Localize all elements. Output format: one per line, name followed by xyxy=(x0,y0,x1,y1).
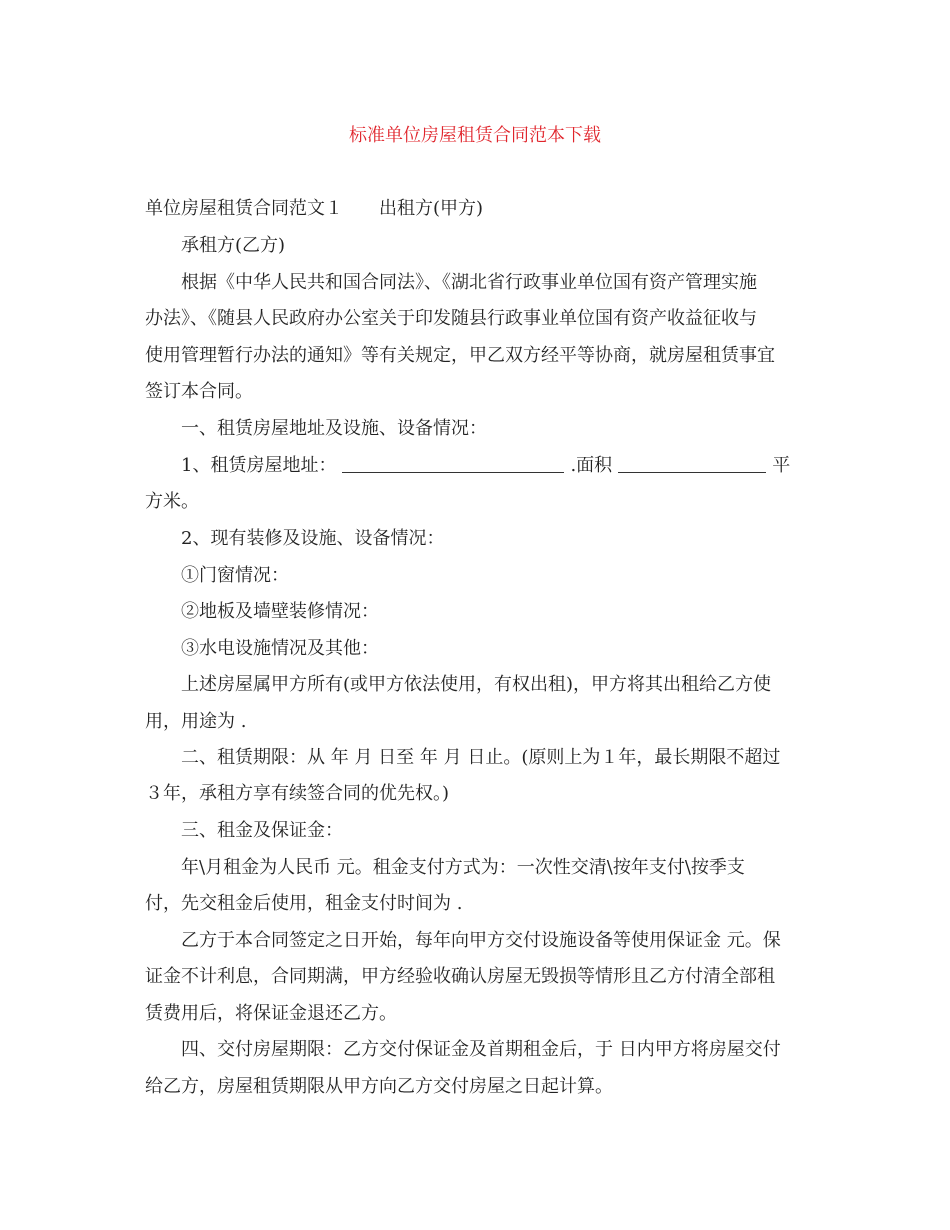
paragraph-line: ３年，承租方享有续签合同的优先权。) xyxy=(145,783,450,804)
address-blank xyxy=(342,454,564,473)
section-heading: 二、租赁期限：从 年 月 日至 年 月 日止。(原则上为１年，最长期限不超过 xyxy=(181,747,781,768)
section-heading: 一、租赁房屋地址及设施、设备情况： xyxy=(181,418,487,439)
area-label: .面积 xyxy=(570,455,613,476)
area-blank xyxy=(618,454,766,473)
paragraph-line: 办法》、《随县人民政府办公室关于印发随县行政事业单位国有资产收益征收与 xyxy=(145,308,757,329)
paragraph-line: 使用管理暂行办法的通知》等有关规定，甲乙双方经平等协商，就房屋租赁事宜 xyxy=(145,345,775,366)
paragraph-line: 根据《中华人民共和国合同法》、《湖北省行政事业单位国有资产管理实施 xyxy=(181,272,757,293)
paragraph-line: 用，用途为 . xyxy=(145,711,247,732)
lessor-label: 出租方(甲方) xyxy=(379,198,484,219)
contract-subtitle: 单位房屋租赁合同范文１ xyxy=(145,198,343,219)
document-title: 标准单位房屋租赁合同范本下载 xyxy=(349,125,601,146)
paragraph-line: 2、现有装修及设施、设备情况： xyxy=(181,528,445,549)
address-line xyxy=(181,454,790,478)
paragraph-line: 方米。 xyxy=(145,491,199,512)
paragraph-line: 付，先交租金后使用，租金支付时间为 . xyxy=(145,893,463,914)
area-unit-start: 平 xyxy=(772,455,791,476)
paragraph-line: 签订本合同。 xyxy=(145,381,253,402)
paragraph-line: 赁费用后，将保证金退还乙方。 xyxy=(145,1003,397,1024)
list-item: ②地板及墙壁装修情况： xyxy=(181,601,379,622)
paragraph-line: 证金不计利息，合同期满，甲方经验收确认房屋无毁损等情形且乙方付清全部租 xyxy=(145,966,775,987)
list-item: ③水电设施情况及其他： xyxy=(181,638,379,659)
paragraph-line: 年\月租金为人民币 元。租金支付方式为：一次性交清\按年支付\按季支 xyxy=(181,857,745,878)
address-label: 1、租赁房屋地址： xyxy=(181,455,337,476)
lessee-label: 承租方(乙方) xyxy=(181,235,286,256)
section-heading: 三、租金及保证金： xyxy=(181,820,343,841)
list-item: ①门窗情况： xyxy=(181,565,289,586)
section-heading: 四、交付房屋期限：乙方交付保证金及首期租金后，于 日内甲方将房屋交付 xyxy=(181,1039,781,1060)
contract-heading-line xyxy=(145,197,483,221)
paragraph-line: 给乙方，房屋租赁期限从甲方向乙方交付房屋之日起计算。 xyxy=(145,1076,613,1097)
paragraph-line: 乙方于本合同签定之日开始，每年向甲方交付设施设备等使用保证金 元。保 xyxy=(181,930,781,951)
paragraph-line: 上述房屋属甲方所有(或甲方依法使用，有权出租)，甲方将其出租给乙方使 xyxy=(181,674,772,695)
